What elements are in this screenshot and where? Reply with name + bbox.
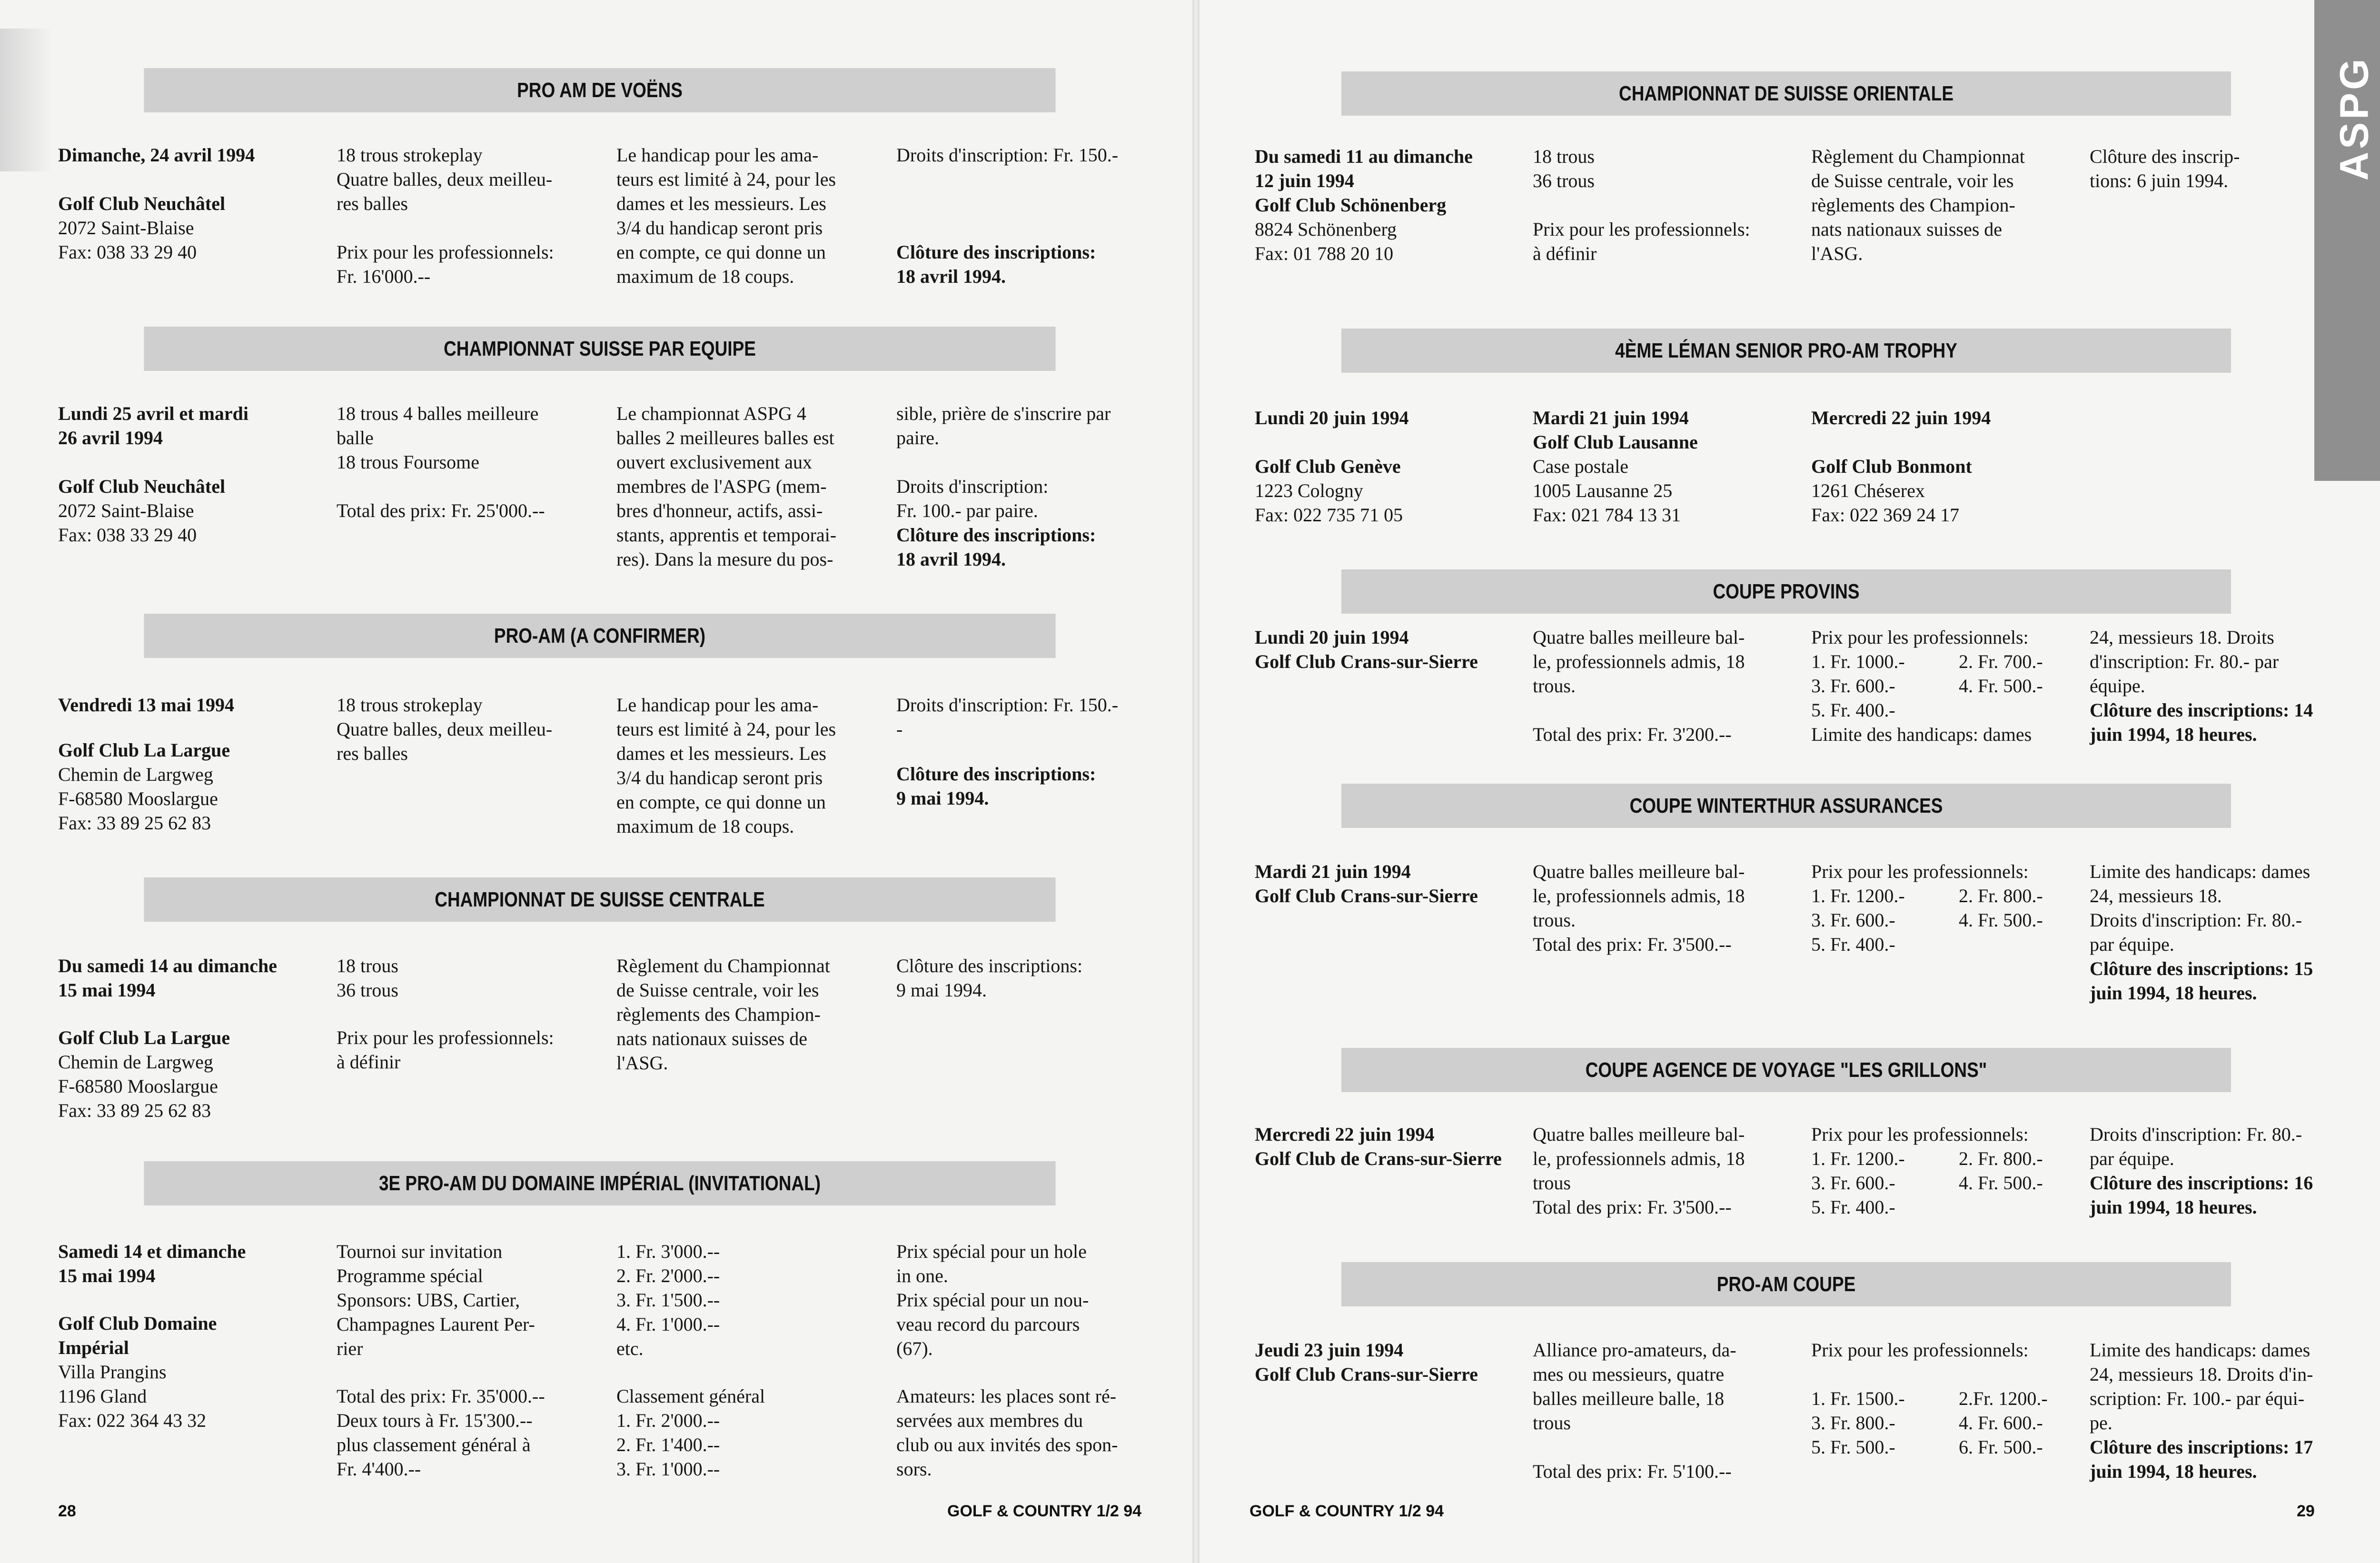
- rules-text: Le championnat ASPG 4 balles 2 meilleures balles est ouvert exclusivement aux membres de l'ASPG (mem- bres d'honneur, actifs, assi- stants, apprentis et temporai- res). Dans la mesure du pos-: [616, 403, 837, 570]
- event-date: Mardi 21 juin 1994 Golf Club Crans-sur-Sierre: [1255, 861, 1478, 906]
- entry-fee: Droits d'inscription: Fr. 150.- -: [896, 694, 1119, 740]
- section-header: COUPE AGENCE DE VOYAGE "LES GRILLONS": [1341, 1048, 2231, 1092]
- section-header: COUPE WINTERTHUR ASSURANCES: [1341, 784, 2231, 828]
- club-name: Golf Club Neuchâtel: [58, 476, 226, 497]
- rules-text: Le handicap pour les ama- teurs est limité à 24, pour les dames et les messieurs. Les 3/4 du handicap seront pris en compte, ce qui donne un maximum de 18 coups.: [616, 144, 836, 287]
- prize-list: 2. Fr. 700.- 4. Fr. 500.-: [1959, 651, 2043, 697]
- event-date: Mercredi 22 juin 1994: [1811, 407, 1991, 428]
- section-tab: [2314, 0, 2380, 481]
- entry-fee: 24, messieurs 18. Droits d'inscription: Fr. 80.- par équipe.: [2090, 627, 2279, 697]
- event-date: Lundi 20 juin 1994 Golf Club Crans-sur-Sierre: [1255, 627, 1478, 672]
- prize-list: 1. Fr. 1500.- 3. Fr. 800.- 5. Fr. 500.-: [1811, 1388, 1905, 1458]
- club-address: Case postale 1005 Lausanne 25 Fax: 021 784 13 31: [1533, 456, 1681, 526]
- format-text: 18 trous strokeplay Quatre balles, deux meilleu- res balles: [337, 144, 553, 214]
- format-text: Alliance pro-amateurs, da- mes ou messieurs, quatre balles meilleure balle, 18 trous: [1533, 1339, 1736, 1434]
- section-tab-label: ASPG: [2331, 56, 2376, 181]
- magazine-name: GOLF & COUNTRY 1/2 94: [1250, 1502, 1444, 1520]
- page-number: 29: [2297, 1502, 2315, 1520]
- prize-text: Prix pour les professionnels: à définir: [337, 1027, 554, 1073]
- club-address: 1223 Cologny Fax: 022 735 71 05: [1255, 480, 1403, 526]
- deadline: Clôture des inscriptions: 9 mai 1994.: [896, 763, 1096, 809]
- format-text: 18 trous 36 trous: [337, 955, 398, 1001]
- prize-text: Prix pour les professionnels: Fr. 16'000.--: [337, 241, 554, 287]
- prize-list: 2.Fr. 1200.- 4. Fr. 600.- 6. Fr. 500.-: [1959, 1388, 2048, 1458]
- prize-text: Total des prix: Fr. 3'200.--: [1533, 724, 1732, 745]
- format-text: Tournoi sur invitation Programme spécial Sponsors: UBS, Cartier, Champagnes Laurent Per- rier: [337, 1241, 535, 1359]
- section-header: PRO-AM COUPE: [1341, 1262, 2231, 1306]
- page-number: 28: [58, 1502, 76, 1520]
- prize-text: Prix pour les professionnels: à définir: [1533, 219, 1750, 264]
- deadline: Clôture des inscriptions: 14 juin 1994, 18 heures.: [2090, 699, 2313, 745]
- club-address: Chemin de Largweg F-68580 Mooslargue Fax: 33 89 25 62 83: [58, 1051, 218, 1121]
- section-header: PRO AM DE VOËNS: [144, 68, 1055, 112]
- section-header: COUPE PROVINS: [1341, 569, 2231, 614]
- club-address: 1261 Chéserex Fax: 022 369 24 17: [1811, 480, 1960, 526]
- bleed-edge: [0, 29, 52, 171]
- deadline: Clôture des inscriptions: 18 avril 1994.: [896, 241, 1096, 287]
- event-date: Mercredi 22 juin 1994 Golf Club de Crans-sur-Sierre: [1255, 1124, 1502, 1169]
- prize-list: 1. Fr. 3'000.-- 2. Fr. 2'000.-- 3. Fr. 1'500.-- 4. Fr. 1'000.-- etc.: [616, 1241, 720, 1359]
- deadline: Clôture des inscrip- tions: 6 juin 1994.: [2090, 146, 2240, 191]
- prize-list: 2. Fr. 800.- 4. Fr. 500.-: [1959, 885, 2043, 931]
- club-name: Golf Club Neuchâtel: [58, 193, 226, 214]
- event-date: Du samedi 11 au dimanche 12 juin 1994: [1255, 146, 1473, 191]
- overall-ranking: Classement général 1. Fr. 2'000.-- 2. Fr. 1'400.-- 3. Fr. 1'000.--: [616, 1385, 765, 1480]
- club-name: Golf Club Genève: [1255, 456, 1401, 477]
- prize-text: Total des prix: Fr. 25'000.--: [337, 500, 545, 521]
- event-date: Lundi 25 avril et mardi 26 avril 1994: [58, 403, 249, 448]
- prize-heading: Prix pour les professionnels:: [1811, 861, 2029, 882]
- handicap-limit: Limite des handicaps: dames 24, messieurs 18. Droits d'in- scription: Fr. 100.- par équi- pe.: [2090, 1339, 2313, 1434]
- club-name: Golf Club Bonmont: [1811, 456, 1972, 477]
- deadline: Clôture des inscriptions: 16 juin 1994, 18 heures.: [2090, 1172, 2313, 1218]
- handicap-limit: Limite des handicaps: dames 24, messieurs 18. Droits d'inscription: Fr. 80.- par équipe.: [2090, 861, 2311, 955]
- club-name: Golf Club Domaine Impérial: [58, 1313, 217, 1358]
- club-name: Golf Club Schönenberg: [1255, 194, 1447, 216]
- prize-list: 2. Fr. 800.- 4. Fr. 500.-: [1959, 1148, 2043, 1194]
- deadline: Clôture des inscriptions: 18 avril 1994.: [896, 524, 1096, 570]
- magazine-name: GOLF & COUNTRY 1/2 94: [947, 1502, 1142, 1520]
- event-date: Vendredi 13 mai 1994: [58, 694, 235, 716]
- club-address: 8824 Schönenberg Fax: 01 788 20 10: [1255, 219, 1397, 264]
- club-address: 2072 Saint-Blaise Fax: 038 33 29 40: [58, 500, 197, 546]
- section-header: CHAMPIONNAT SUISSE PAR EQUIPE: [144, 327, 1055, 371]
- prize-text: Total des prix: Fr. 35'000.-- Deux tours à Fr. 15'300.-- plus classement général à Fr. 4'400.--: [337, 1385, 545, 1480]
- club-name: Golf Club La Largue: [58, 1027, 230, 1048]
- club-address: Chemin de Largweg F-68580 Mooslargue Fax: 33 89 25 62 83: [58, 764, 218, 834]
- entry-fee: Droits d'inscription: Fr. 150.-: [896, 144, 1119, 166]
- section-header: PRO-AM (A CONFIRMER): [144, 614, 1055, 658]
- section-header: 4ÈME LÉMAN SENIOR PRO-AM TROPHY: [1341, 329, 2231, 373]
- prize-heading: Prix pour les professionnels:: [1811, 1339, 2029, 1361]
- club-address: 2072 Saint-Blaise Fax: 038 33 29 40: [58, 217, 197, 263]
- section-header: CHAMPIONNAT DE SUISSE CENTRALE: [144, 877, 1055, 922]
- amateur-note: Amateurs: les places sont ré- servées aux membres du club ou aux invités des spon- sors.: [896, 1385, 1118, 1480]
- format-text: Quatre balles meilleure bal- le, professionnels admis, 18 trous. Total des prix: Fr. 3'500.--: [1533, 861, 1745, 955]
- format-text: 18 trous 4 balles meilleure balle 18 trous Foursome: [337, 403, 539, 473]
- rules-text: Le handicap pour les ama- teurs est limité à 24, pour les dames et les messieurs. Les 3/4 du handicap seront pris en compte, ce qui donne un maximum de 18 coups.: [616, 694, 836, 837]
- club-name: Golf Club La Largue: [58, 739, 230, 761]
- rules-text: Règlement du Championnat de Suisse centrale, voir les règlements des Champion- nats nationaux suisses de l'ASG.: [616, 955, 830, 1074]
- section-header: CHAMPIONNAT DE SUISSE ORIENTALE: [1341, 71, 2231, 116]
- event-date: Lundi 20 juin 1994: [1255, 407, 1409, 428]
- event-date: Mardi 21 juin 1994 Golf Club Lausanne: [1533, 407, 1698, 453]
- event-date: Samedi 14 et dimanche 15 mai 1994: [58, 1241, 246, 1286]
- deadline: Clôture des inscriptions: 9 mai 1994.: [896, 955, 1083, 1001]
- prize-heading: Prix pour les professionnels:: [1811, 627, 2029, 648]
- handicap-limit: Limite des handicaps: dames: [1811, 724, 2032, 745]
- section-header: 3E PRO-AM DU DOMAINE IMPÉRIAL (INVITATIONAL): [144, 1161, 1055, 1205]
- format-text: Quatre balles meilleure bal- le, professionnels admis, 18 trous Total des prix: Fr. 3'500.--: [1533, 1124, 1745, 1218]
- format-text: 18 trous strokeplay Quatre balles, deux meilleu- res balles: [337, 694, 553, 764]
- club-address: Villa Prangins 1196 Gland Fax: 022 364 43 32: [58, 1361, 207, 1431]
- deadline: Clôture des inscriptions: 15 juin 1994, 18 heures.: [2090, 958, 2313, 1004]
- event-date: Dimanche, 24 avril 1994: [58, 144, 255, 166]
- spine-gutter: [1192, 0, 1200, 1563]
- rules-text: Règlement du Championnat de Suisse centrale, voir les règlements des Champion- nats nationaux suisses de l'ASG.: [1811, 146, 2025, 264]
- special-prizes: Prix spécial pour un hole in one. Prix spécial pour un nou- veau record du parcours (67).: [896, 1241, 1089, 1359]
- format-text: Quatre balles meilleure bal- le, professionnels admis, 18 trous.: [1533, 627, 1745, 697]
- pairing-note: sible, prière de s'inscrire par paire.: [896, 403, 1111, 448]
- entry-fee: Droits d'inscription: Fr. 100.- par paire.: [896, 476, 1049, 521]
- deadline: Clôture des inscriptions: 17 juin 1994, 18 heures.: [2090, 1436, 2313, 1482]
- prize-list: 1. Fr. 1200.- 3. Fr. 600.- 5. Fr. 400.-: [1811, 1148, 1905, 1218]
- event-date: Jeudi 23 juin 1994 Golf Club Crans-sur-Sierre: [1255, 1339, 1478, 1385]
- prize-list: 1. Fr. 1200.- 3. Fr. 600.- 5. Fr. 400.-: [1811, 885, 1905, 955]
- prize-heading: Prix pour les professionnels:: [1811, 1124, 2029, 1145]
- entry-fee: Droits d'inscription: Fr. 80.- par équipe.: [2090, 1124, 2302, 1169]
- event-date: Du samedi 14 au dimanche 15 mai 1994: [58, 955, 278, 1001]
- prize-list: 1. Fr. 1000.- 3. Fr. 600.- 5. Fr. 400.-: [1811, 651, 1905, 721]
- format-text: 18 trous 36 trous: [1533, 146, 1595, 191]
- prize-text: Total des prix: Fr. 5'100.--: [1533, 1461, 1732, 1482]
